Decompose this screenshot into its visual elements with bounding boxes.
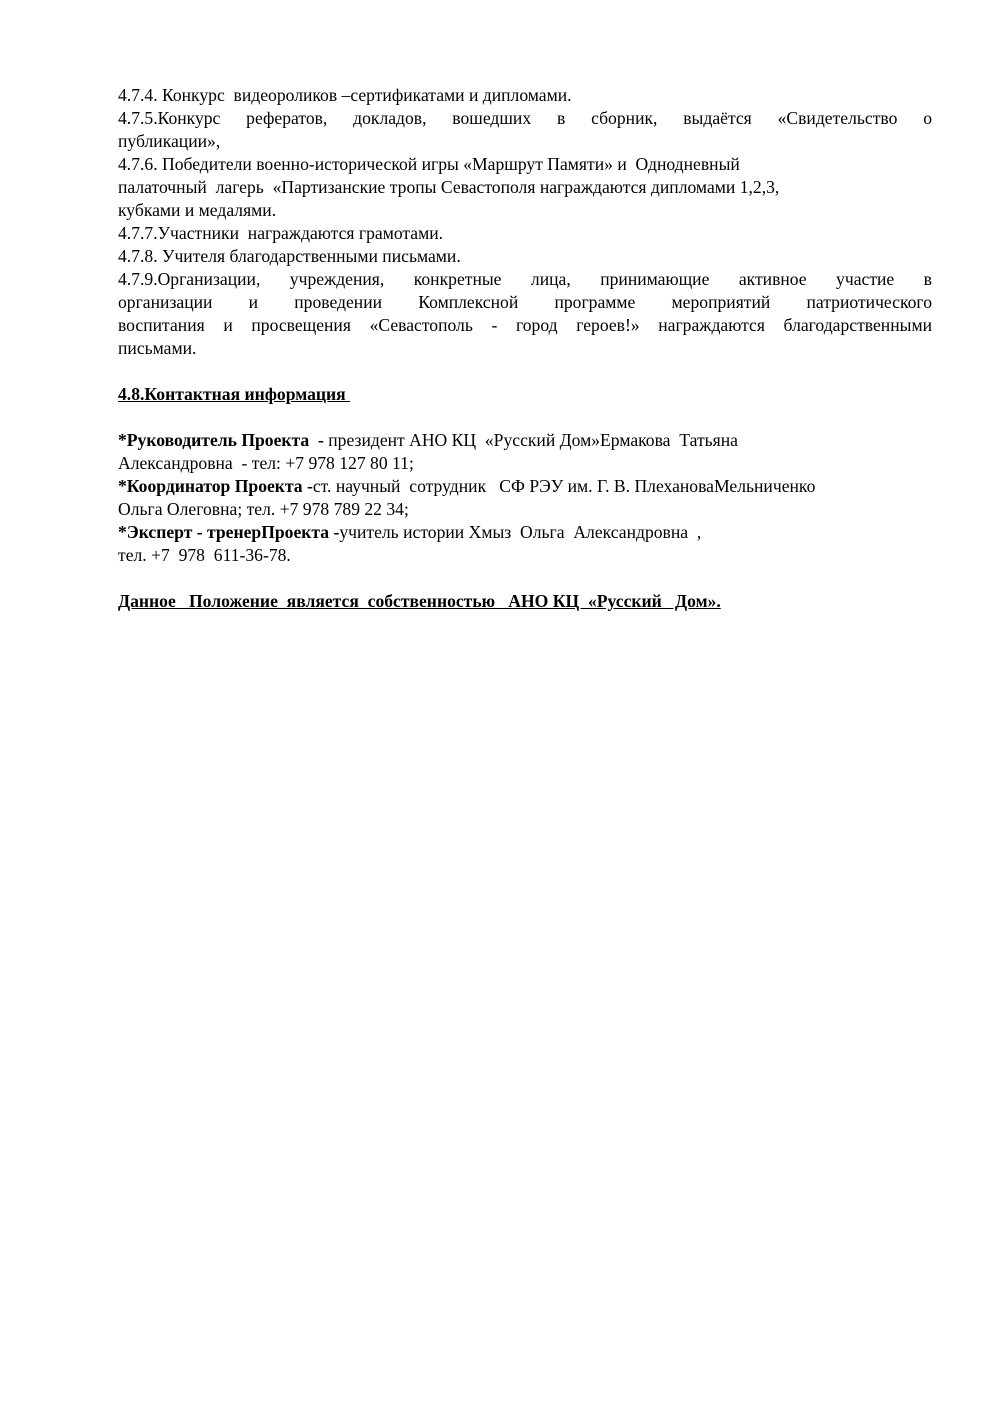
spacer — [118, 567, 932, 590]
spacer — [118, 360, 932, 383]
coordinator-info: ст. научный сотрудник СФ РЭУ им. Г. В. ПлехановаМельниченко — [312, 476, 816, 496]
ownership-statement — [118, 590, 932, 613]
item-4-7-7: 4.7.7.Участники награждаются грамотами. — [118, 223, 444, 243]
item-4-7-5-line-2: публикации», — [118, 131, 221, 151]
item-4-7-9-line-3: воспитания и просвещения «Севастополь - город героев!» награждаются благодарственными — [118, 315, 932, 335]
item-4-7-4: 4.7.4. Конкурс видеороликов –сертификатами и дипломами. — [118, 85, 572, 105]
item-4-7-9-line-1: 4.7.9.Организации, учреждения, конкретные лица, принимающие активное участие в — [118, 269, 932, 289]
item-4-7-5-line-1: 4.7.5.Конкурс рефератов, докладов, вошедших в сборник, выдаётся «Свидетельство о — [118, 108, 932, 128]
item-4-7-8: 4.7.8. Учителя благодарственными письмами. — [118, 246, 461, 266]
leader-line-1 — [118, 429, 932, 452]
expert-info: учитель истории Хмыз Ольга Александровна , — [339, 522, 702, 542]
expert-line-2: тел. +7 978 611-36-78. — [118, 545, 291, 565]
expert-role: *Эксперт - тренерПроекта - — [118, 522, 340, 542]
item-4-7-6-line-1: 4.7.6. Победители военно-исторической игры «Маршрут Памяти» и Однодневный — [118, 154, 740, 174]
ownership-text: Данное Положение является собственностью АНО КЦ «Русский Дом». — [118, 591, 721, 611]
contact-heading: 4.8.Контактная информация — [118, 384, 351, 404]
contact-section — [118, 383, 932, 406]
document-page — [118, 84, 932, 613]
leader-info: президент АНО КЦ «Русский Дом»Ермакова Татьяна — [328, 430, 738, 450]
item-4-7-9-line-2: организации и проведении Комплексной программе мероприятий патриотического — [118, 292, 932, 312]
item-4-7-9-line-4: письмами. — [118, 338, 197, 358]
leader-role: *Руководитель Проекта - — [118, 430, 329, 450]
coordinator-line-2: Ольга Олеговна; тел. +7 978 789 22 34; — [118, 499, 409, 519]
item-4-7-6-line-3: кубками и медалями. — [118, 200, 277, 220]
spacer — [118, 406, 932, 429]
leader-line-2: Александровна - тел: +7 978 127 80 11; — [118, 453, 414, 473]
item-4-7-6-line-2: палаточный лагерь «Партизанские тропы Севастополя награждаются дипломами 1,2,3, — [118, 177, 780, 197]
coordinator-role: *Координатор Проекта - — [118, 476, 313, 496]
expert-line-1 — [118, 521, 932, 544]
coordinator-line-1 — [118, 475, 932, 498]
